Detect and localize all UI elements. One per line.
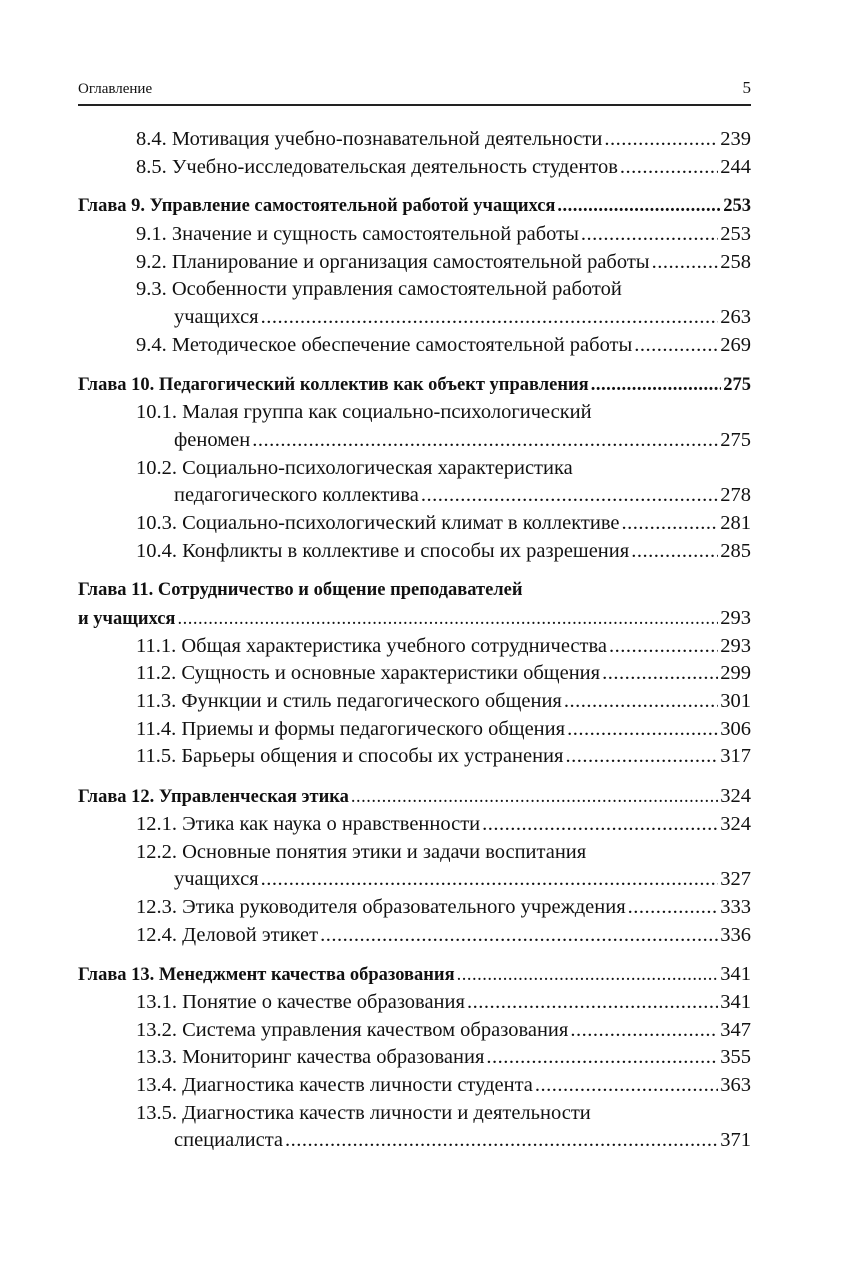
toc-entry	[78, 716, 751, 744]
toc-entry-title: 9.2. Планирование и организация самостоятельной работы	[136, 250, 650, 273]
leader-dots	[351, 784, 718, 812]
toc-chapter-title: Глава 9. Управление самостоятельной работой учащихся	[78, 196, 556, 217]
toc-entry	[78, 633, 751, 661]
leader-dots	[486, 1044, 718, 1072]
toc-entry-page: 275	[720, 428, 751, 451]
leader-dots	[634, 332, 718, 360]
toc-entry-page: 371	[720, 1129, 751, 1152]
leader-dots	[535, 1072, 718, 1100]
toc-entry-page: 324	[720, 812, 751, 835]
leader-dots	[457, 962, 719, 990]
leader-dots	[631, 538, 718, 566]
toc-entry-page: 263	[720, 306, 751, 329]
toc-entry-page: 281	[720, 511, 751, 534]
toc-entry	[78, 894, 751, 922]
toc-entry	[78, 126, 751, 154]
toc-entry-page: 341	[720, 990, 751, 1013]
leader-dots	[567, 716, 718, 744]
toc-group-chapter-12	[78, 783, 751, 949]
page-number: 5	[742, 78, 751, 97]
table-of-contents	[78, 126, 751, 1167]
leader-dots	[285, 1127, 718, 1155]
toc-entry-title: 11.3. Функции и стиль педагогического общения	[136, 690, 562, 713]
leader-dots	[252, 427, 718, 455]
toc-entry-page: 285	[720, 539, 751, 562]
toc-entry-title: учащихся	[174, 868, 259, 891]
toc-group-chapter-8	[78, 126, 751, 181]
toc-entry-title: 11.5. Барьеры общения и способы их устранения	[136, 745, 564, 768]
toc-entry-title: 10.1. Малая группа как социально-психологический	[136, 401, 592, 424]
leader-dots	[604, 126, 718, 154]
leader-dots	[564, 688, 718, 716]
toc-entry-wrapped	[78, 455, 751, 483]
toc-entry	[78, 332, 751, 360]
toc-entry	[78, 1017, 751, 1045]
toc-entry-title: 12.2. Основные понятия этики и задачи воспитания	[136, 840, 587, 863]
toc-entry-title: 13.3. Мониторинг качества образования	[136, 1046, 485, 1069]
toc-entry-title: 11.2. Сущность и основные характеристики общения	[136, 662, 601, 685]
leader-dots	[421, 482, 718, 510]
toc-entry-title: педагогического коллектива	[174, 484, 419, 507]
toc-group-chapter-10	[78, 372, 751, 566]
toc-entry-page: 333	[720, 895, 751, 918]
toc-entry-continuation	[78, 304, 751, 332]
toc-entry-title: 10.2. Социально-психологическая характеристика	[136, 456, 573, 479]
toc-entry-page: 293	[720, 607, 751, 629]
toc-entry-page: 306	[720, 717, 751, 740]
leader-dots	[261, 866, 719, 894]
toc-entry-wrapped	[78, 1100, 751, 1128]
leader-dots	[591, 372, 722, 400]
toc-entry-continuation	[78, 427, 751, 455]
leader-dots	[482, 811, 718, 839]
toc-chapter-title: Глава 12. Управленческая этика	[78, 787, 349, 808]
toc-entry-title: 9.4. Методическое обеспечение самостоятельной работы	[136, 333, 633, 356]
toc-entry-page: 341	[720, 963, 751, 986]
leader-dots	[621, 510, 718, 538]
toc-entry-page: 258	[720, 250, 751, 273]
toc-entry-continuation	[78, 866, 751, 894]
toc-entry	[78, 154, 751, 182]
toc-entry-wrapped	[78, 276, 751, 304]
toc-entry-page: 336	[720, 923, 751, 946]
toc-entry-page: 278	[720, 484, 751, 507]
toc-entry	[78, 660, 751, 688]
toc-entry-title: 9.3. Особенности управления самостоятельной работой	[136, 278, 622, 301]
leader-dots	[320, 922, 718, 950]
toc-entry-page: 355	[720, 1046, 751, 1069]
leader-dots	[652, 249, 719, 277]
toc-entry-page: 269	[720, 333, 751, 356]
toc-group-chapter-9	[78, 193, 751, 359]
toc-entry-page: 317	[720, 745, 751, 768]
toc-entry-page: 244	[720, 155, 751, 178]
toc-entry-page: 347	[720, 1018, 751, 1041]
toc-entry-wrapped	[78, 839, 751, 867]
toc-chapter-entry-wrapped	[78, 577, 751, 605]
leader-dots	[628, 894, 719, 922]
toc-entry-page: 293	[720, 634, 751, 657]
toc-chapter-title: Глава 10. Педагогический коллектив как объект управления	[78, 374, 589, 395]
toc-entry-title: 8.4. Мотивация учебно-познавательной деятельности	[136, 128, 603, 150]
toc-entry-title: 11.1. Общая характеристика учебного сотрудничества	[136, 634, 607, 657]
toc-entry-title: 13.1. Понятие о качестве образования	[136, 990, 465, 1013]
toc-entry-page: 253	[723, 196, 751, 217]
toc-entry	[78, 221, 751, 249]
toc-entry-title: 13.2. Система управления качеством образования	[136, 1018, 569, 1041]
leader-dots	[602, 660, 718, 688]
toc-group-chapter-11	[78, 577, 751, 771]
toc-chapter-entry	[78, 783, 751, 811]
leader-dots	[177, 606, 718, 634]
toc-entry	[78, 989, 751, 1017]
toc-entry-title: 10.3. Социально-психологический климат в коллективе	[136, 511, 620, 534]
toc-chapter-title: Глава 11. Сотрудничество и общение преподавателей	[78, 580, 523, 601]
running-header-title: Оглавление	[78, 81, 153, 97]
toc-entry	[78, 249, 751, 277]
toc-entry	[78, 538, 751, 566]
leader-dots	[609, 633, 718, 661]
toc-entry-title: 13.4. Диагностика качеств личности студента	[136, 1074, 533, 1096]
toc-chapter-entry-continuation	[78, 605, 751, 633]
toc-entry-title: специалиста	[174, 1129, 283, 1152]
toc-chapter-entry	[78, 193, 751, 221]
leader-dots	[557, 193, 721, 221]
toc-entry-title: 12.4. Деловой этикет	[136, 923, 319, 946]
toc-entry	[78, 743, 751, 771]
toc-entry	[78, 1044, 751, 1072]
toc-entry	[78, 1072, 751, 1100]
leader-dots	[565, 743, 718, 771]
toc-chapter-title: Глава 13. Менеджмент качества образования	[78, 965, 455, 986]
leader-dots	[570, 1017, 718, 1045]
toc-entry-title: 12.1. Этика как наука о нравственности	[136, 812, 481, 835]
toc-entry	[78, 510, 751, 538]
toc-entry-page: 239	[720, 128, 751, 150]
toc-entry-page: 299	[720, 662, 751, 685]
toc-entry-page: 253	[720, 223, 751, 246]
toc-group-chapter-13	[78, 961, 751, 1155]
toc-entry-title: 13.5. Диагностика качеств личности и деятельности	[136, 1101, 591, 1124]
toc-entry-continuation	[78, 1127, 751, 1155]
toc-entry-title: феномен	[174, 428, 251, 451]
leader-dots	[620, 154, 718, 182]
toc-entry-wrapped	[78, 399, 751, 427]
toc-entry-page: 324	[720, 785, 751, 808]
running-header	[78, 78, 751, 106]
toc-entry-title: 10.4. Конфликты в коллективе и способы их разрешения	[136, 539, 630, 562]
toc-chapter-entry	[78, 372, 751, 400]
toc-chapter-entry	[78, 961, 751, 989]
toc-entry-page: 301	[720, 690, 751, 713]
toc-entry-title: 11.4. Приемы и формы педагогического общения	[136, 717, 566, 740]
toc-entry	[78, 811, 751, 839]
leader-dots	[581, 221, 718, 249]
toc-entry-title: учащихся	[174, 306, 259, 329]
toc-entry	[78, 922, 751, 950]
toc-entry-title: 12.3. Этика руководителя образовательного учреждения	[136, 895, 626, 918]
leader-dots	[261, 304, 719, 332]
toc-entry-title: 9.1. Значение и сущность самостоятельной работы	[136, 223, 579, 246]
toc-entry-title: 8.5. Учебно-исследовательская деятельность студентов	[136, 155, 618, 178]
toc-entry-page: 327	[720, 868, 751, 891]
toc-entry-page: 275	[723, 374, 751, 395]
toc-entry-page: 363	[720, 1074, 751, 1096]
toc-chapter-title: и учащихся	[78, 609, 176, 629]
toc-entry	[78, 688, 751, 716]
toc-entry-continuation	[78, 482, 751, 510]
leader-dots	[467, 989, 718, 1017]
